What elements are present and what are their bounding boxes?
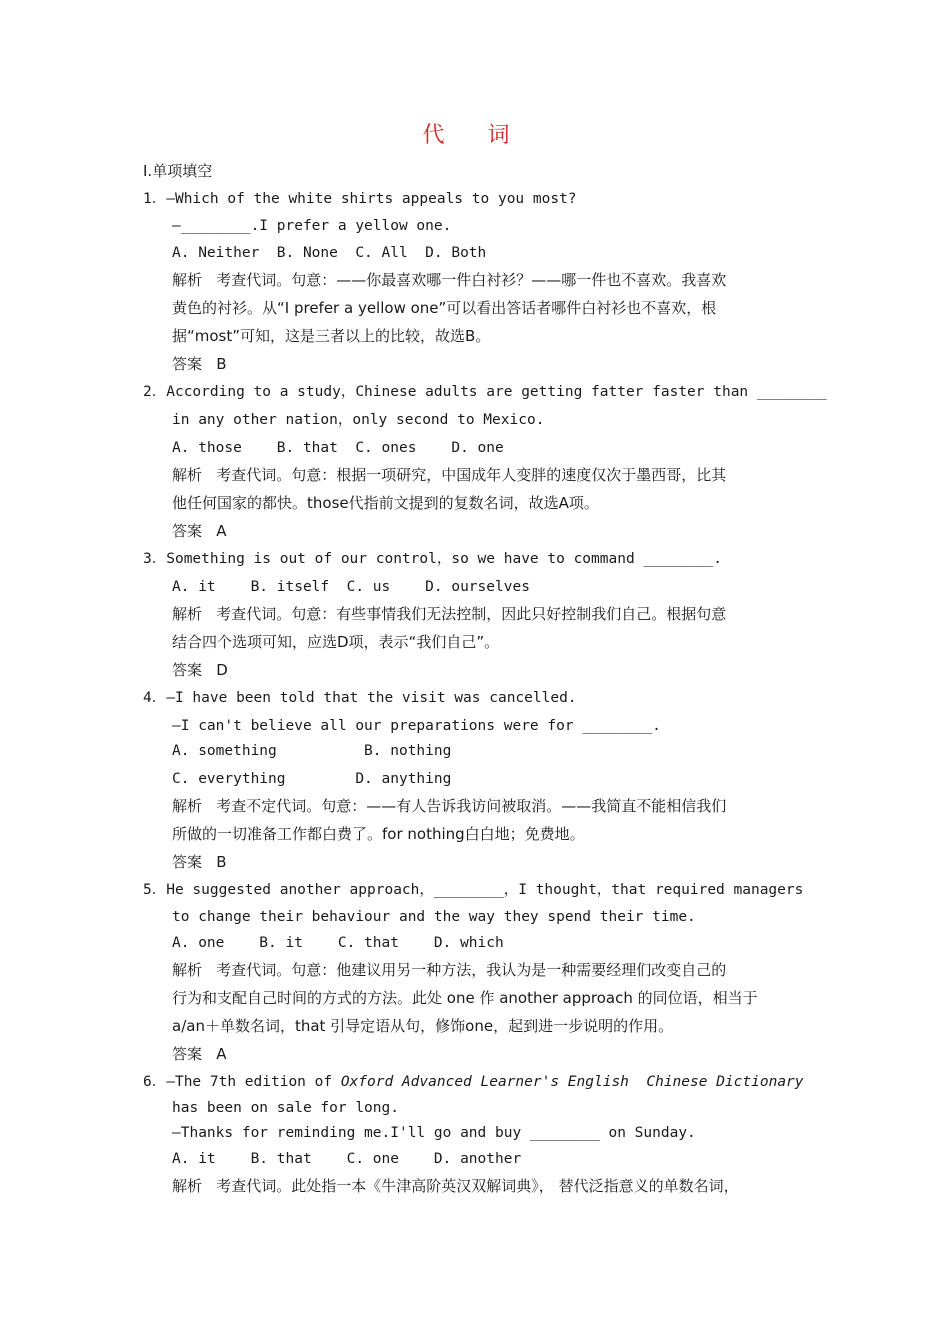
question-1-analysis: 黄色的衬衫。从“I prefer a yellow one”可以看出答话者哪件白衬衫也不喜欢，根	[172, 299, 717, 317]
page-title: 代 词	[422, 123, 528, 148]
question-1-analysis: 据“most”可知，这是三者以上的比较，故选B。	[172, 327, 491, 345]
question-1-stem: 1．—Which of the white shirts appeals to you most?	[143, 191, 577, 207]
question-1-options: A. Neither B. None C. All D. Both	[172, 245, 487, 261]
question-5-options: A. one B. it C. that D. which	[172, 935, 504, 951]
question-5-stem: 5．He suggested another approach，________，I thought，that required managers	[143, 882, 804, 898]
question-5-answer: 答案 A	[172, 1045, 227, 1063]
dictionary-title: Oxford Advanced Learner's English Chinese Dictionary	[340, 1074, 804, 1090]
question-6-stem	[143, 1072, 804, 1092]
question-2-options: A. those B. that C. ones D. one	[172, 440, 504, 456]
question-6-stem: has been on sale for long.	[172, 1100, 399, 1116]
question-5-analysis: a/an＋单数名词，that 引导定语从句，修饰one，起到进一步说明的作用。	[172, 1017, 674, 1035]
question-6-options: A. it B. that C. one D. another	[172, 1151, 522, 1167]
question-5-analysis: 行为和支配自己时间的方式的方法。此处 one 作 another approach 的同位语，相当于	[172, 989, 758, 1007]
question-6-analysis: 解析 考查代词。此处指一本《牛津高阶英汉双解词典》， 替代泛指意义的单数名词，	[172, 1177, 739, 1195]
question-2-answer: 答案 A	[172, 522, 227, 540]
section-heading: I.单项填空	[143, 162, 213, 180]
question-4-options: A. something B. nothing	[172, 743, 452, 759]
question-4-analysis: 所做的一切准备工作都白费了。for nothing白白地；免费地。	[172, 825, 585, 843]
question-4-answer: 答案 B	[172, 853, 227, 871]
question-5-stem: to change their behaviour and the way they spend their time.	[172, 909, 696, 925]
question-3-analysis: 解析 考查代词。句意：有些事情我们无法控制，因此只好控制我们自己。根据句意	[172, 605, 727, 623]
question-2-analysis: 他任何国家的都快。those代指前文提到的复数名词，故选A项。	[172, 494, 599, 512]
question-6-reply: —Thanks for reminding me.I'll go and buy ________ on Sunday.	[172, 1125, 696, 1141]
question-3-answer: 答案 D	[172, 661, 228, 679]
question-2-stem: in any other nation，only second to Mexico.	[172, 412, 545, 428]
question-6-stem-lead: 6．—The 7th edition of	[143, 1074, 341, 1090]
question-3-analysis: 结合四个选项可知，应选D项，表示“我们自己”。	[172, 633, 500, 651]
question-2-stem: 2．According to a study，Chinese adults are getting fatter faster than ________	[143, 384, 827, 400]
question-1-analysis: 解析 考查代词。句意：——你最喜欢哪一件白衬衫？——哪一件也不喜欢。我喜欢	[172, 271, 727, 289]
question-1-reply: —________.I prefer a yellow one.	[172, 218, 452, 234]
question-3-options: A. it B. itself C. us D. ourselves	[172, 579, 530, 595]
question-2-analysis: 解析 考查代词。句意：根据一项研究，中国成年人变胖的速度仅次于墨西哥，比其	[172, 466, 727, 484]
question-1-answer: 答案 B	[172, 355, 227, 373]
question-3-stem: 3．Something is out of our control，so we have to command ________.	[143, 551, 722, 567]
question-4-options: C. everything D. anything	[172, 771, 452, 787]
question-4-analysis: 解析 考查不定代词。句意：——有人告诉我访问被取消。——我简直不能相信我们	[172, 797, 727, 815]
question-4-stem: 4．—I have been told that the visit was cancelled.	[143, 690, 577, 706]
question-4-reply: —I can't believe all our preparations were for ________.	[172, 718, 661, 734]
question-5-analysis: 解析 考查代词。句意：他建议用另一种方法，我认为是一种需要经理们改变自己的	[172, 961, 727, 979]
